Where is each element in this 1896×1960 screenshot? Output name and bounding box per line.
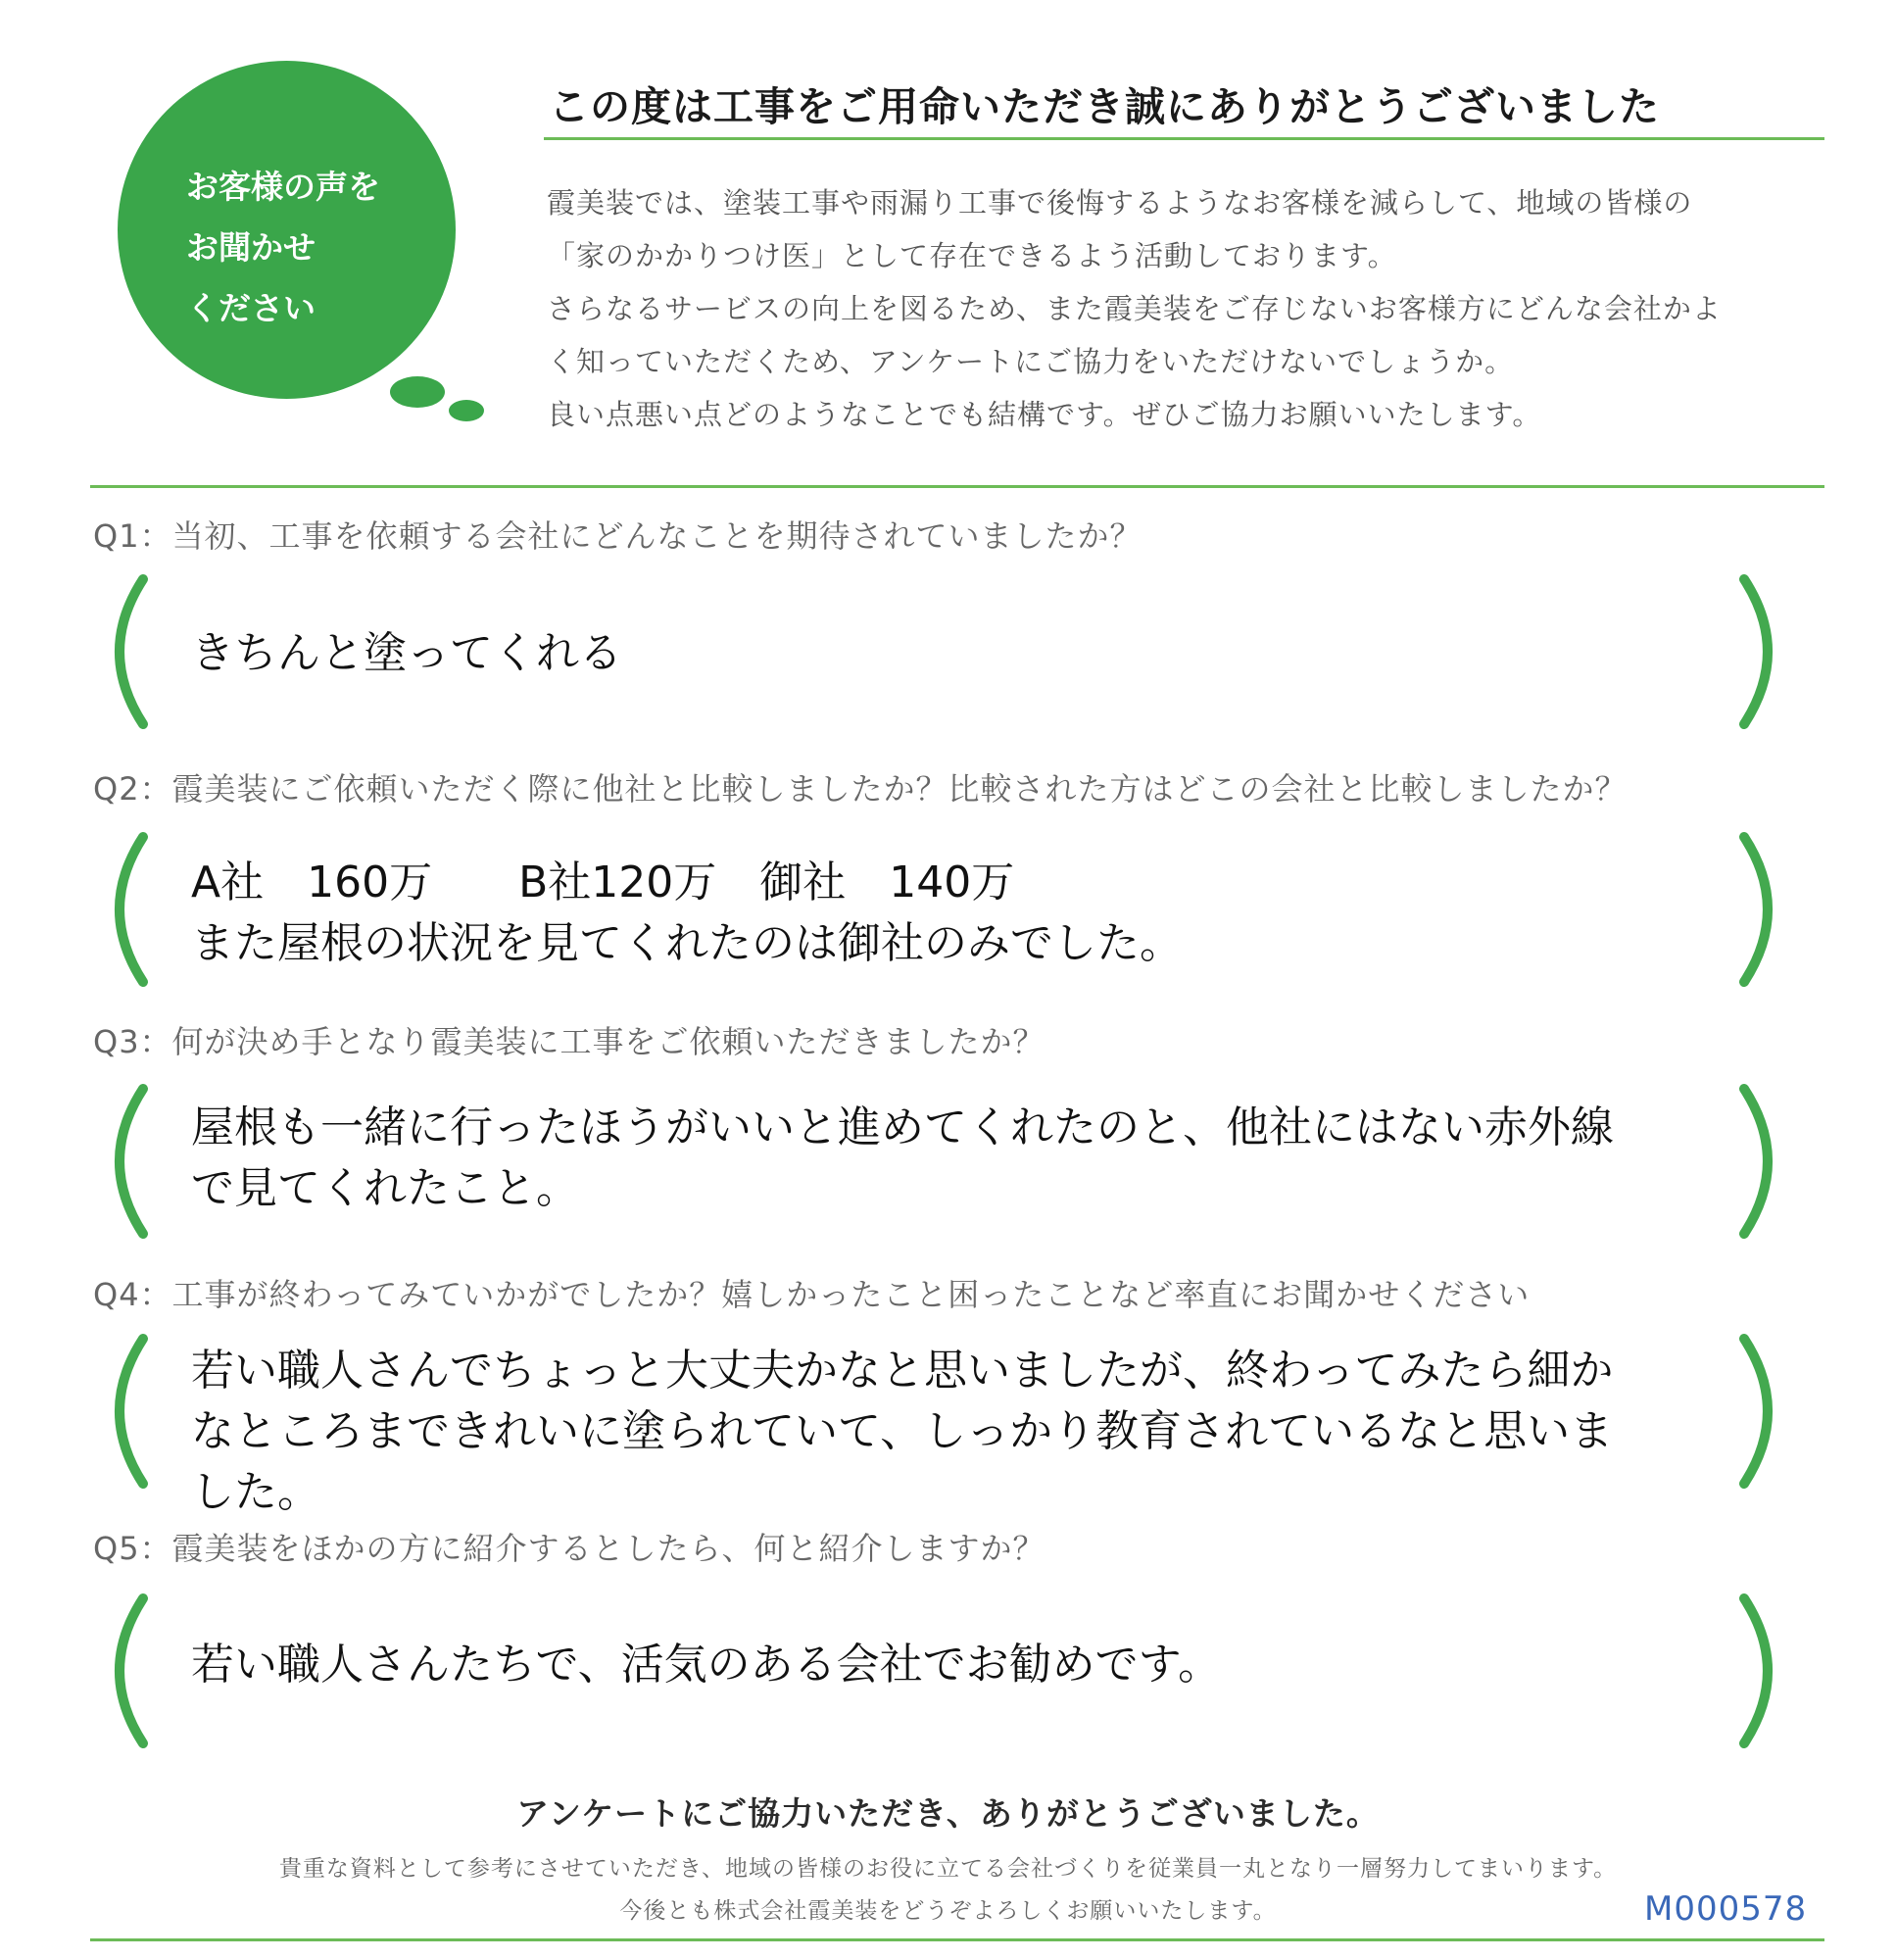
- answer-line: した。: [191, 1467, 320, 1517]
- page-title: この度は工事をご用命いただき誠にありがとうございました: [549, 83, 1660, 130]
- left-paren-icon: [94, 1333, 153, 1490]
- right-paren-icon: [1734, 1333, 1793, 1490]
- answer-line: きちんと塗ってくれる: [191, 628, 622, 678]
- intro-line: 良い点悪い点どのようなことでも結構です。ぜひご協力お願いいたします。: [547, 398, 1542, 431]
- question-2-label: Q2：霞美装にご依頼いただく際に他社と比較しましたか？比較された方はどこの会社と比較しましたか？: [93, 770, 1628, 808]
- answer-2: [191, 853, 1680, 974]
- bottom-divider: [90, 1938, 1824, 1941]
- answer-line: A社 160万 B社120万 御社 140万: [191, 858, 1015, 907]
- document-code: M000578: [1644, 1889, 1808, 1929]
- bubble-tail-dot-small: [449, 400, 484, 421]
- right-paren-icon: [1734, 831, 1793, 988]
- answer-line: で見てくれたこと。: [191, 1163, 579, 1213]
- answer-line: 若い職人さんでちょっと大丈夫かなと思いましたが、終わってみたら細か: [191, 1346, 1614, 1396]
- bubble-text: [186, 157, 441, 339]
- bubble-line: お客様の声を: [186, 168, 380, 206]
- title-underline: [544, 137, 1824, 140]
- section-divider: [90, 485, 1824, 488]
- left-paren-icon: [94, 1083, 153, 1240]
- intro-line: 霞美装では、塗装工事や雨漏り工事で後悔するようなお客様を減らして、地域の皆様の: [547, 186, 1693, 220]
- bubble-tail-dot: [390, 376, 445, 408]
- thanks-message: アンケートにご協力いただき、ありがとうございました。: [516, 1794, 1380, 1833]
- answer-4: [191, 1341, 1680, 1523]
- left-paren-icon: [94, 1592, 153, 1749]
- answer-3: [191, 1098, 1680, 1219]
- answer-line: また屋根の状況を見てくれたのは御社のみでした。: [191, 918, 1183, 968]
- bubble-line: ください: [186, 289, 316, 327]
- intro-line: 「家のかかりつけ医」として存在できるよう活動しております。: [547, 239, 1397, 272]
- question-5-label: Q5：霞美装をほかの方に紹介するとしたら、何と紹介しますか？: [93, 1530, 1045, 1567]
- answer-line: 若い職人さんたちで、活気のある会社でお勧めです。: [191, 1640, 1222, 1690]
- right-paren-icon: [1734, 1592, 1793, 1749]
- right-paren-icon: [1734, 573, 1793, 730]
- question-3-label: Q3：何が決め手となり霞美装に工事をご依頼いただきましたか？: [93, 1023, 1045, 1060]
- question-4-label: Q4：工事が終わってみていかがでしたか？嬉しかったこと困ったことなど率直にお聞かせください: [93, 1276, 1531, 1313]
- closing-line-1: 貴重な資料として参考にさせていただき、地域の皆様のお役に立てる会社づくりを従業員一丸となり一層努力してまいります。: [278, 1856, 1618, 1882]
- bubble-line: お聞かせ: [186, 228, 316, 267]
- right-paren-icon: [1734, 1083, 1793, 1240]
- intro-line: く知っていただくため、アンケートにご協力をいただけないでしょうか。: [547, 345, 1515, 378]
- answer-5: [191, 1635, 1680, 1695]
- question-1-label: Q1：当初、工事を依頼する会社にどんなことを期待されていましたか？: [93, 517, 1142, 555]
- answer-line: なところまできれいに塗られていて、しっかり教育されているなと思いま: [191, 1406, 1614, 1456]
- left-paren-icon: [94, 831, 153, 988]
- answer-1: [191, 623, 1680, 684]
- intro-paragraph: [547, 176, 1821, 441]
- answer-line: 屋根も一緒に行ったほうがいいと進めてくれたのと、他社にはない赤外線: [191, 1102, 1614, 1152]
- left-paren-icon: [94, 573, 153, 730]
- intro-line: さらなるサービスの向上を図るため、また霞美装をご存じないお客様方にどんな会社かよ: [547, 292, 1722, 325]
- closing-line-2: 今後とも株式会社霞美装をどうぞよろしくお願いいたします。: [619, 1898, 1277, 1924]
